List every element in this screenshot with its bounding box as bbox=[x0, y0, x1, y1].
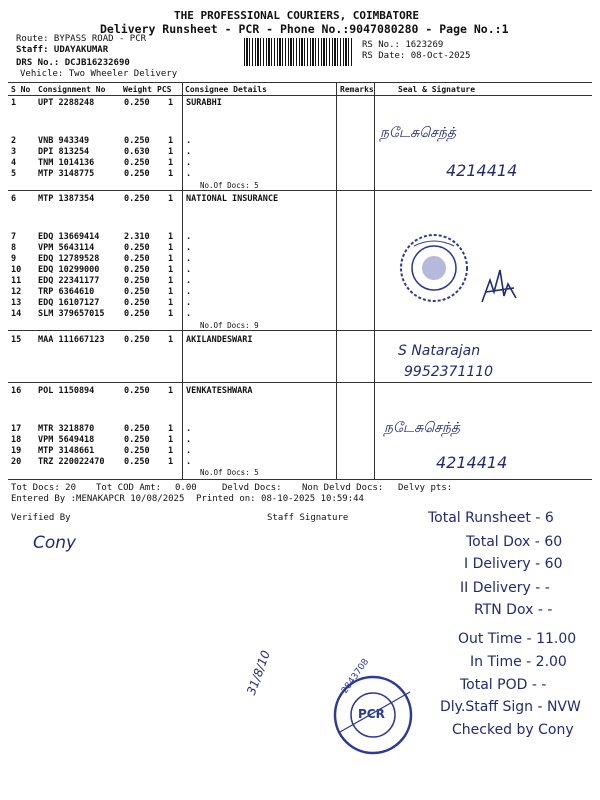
cell-sno: 7 bbox=[11, 232, 17, 242]
tot-docs: Tot Docs: 20 bbox=[11, 483, 77, 493]
cell-weight: 0.250 bbox=[124, 309, 150, 319]
cell-weight: 0.250 bbox=[124, 298, 150, 308]
summary-total-runsheet bbox=[428, 510, 554, 526]
summary-i-delivery bbox=[464, 556, 562, 572]
table-row bbox=[0, 309, 600, 321]
cell-weight: 0.250 bbox=[124, 446, 150, 456]
cell-pcs: 1 bbox=[168, 243, 174, 253]
cell-consignment: SLM 379657015 bbox=[38, 309, 105, 319]
col-seal: Seal & Signature bbox=[398, 85, 476, 94]
cell-pcs: 1 bbox=[168, 265, 174, 275]
summary-value: NVW bbox=[546, 699, 581, 715]
cell-consignee: . bbox=[186, 158, 192, 168]
summary-total-pod bbox=[460, 677, 546, 693]
cell-consignment: DPI 813254 bbox=[38, 147, 90, 157]
summary-value: - bbox=[547, 602, 553, 618]
cell-sno: 11 bbox=[11, 276, 22, 286]
cell-consignee: AKILANDESWARI bbox=[186, 335, 253, 345]
table-row bbox=[0, 386, 600, 398]
docs-count: No.Of Docs: 9 bbox=[200, 321, 259, 330]
cell-weight: 0.250 bbox=[124, 276, 150, 286]
cell-consignment: EDQ 13669414 bbox=[38, 232, 100, 242]
cell-consignment: POL 1150894 bbox=[38, 386, 95, 396]
cell-consignee: . bbox=[186, 136, 192, 146]
cell-sno: 10 bbox=[11, 265, 22, 275]
cell-weight: 0.250 bbox=[124, 287, 150, 297]
cell-consignment: MTP 3148775 bbox=[38, 169, 95, 179]
col-pcs: PCS bbox=[157, 85, 172, 94]
cell-pcs: 1 bbox=[168, 169, 174, 179]
summary-value: Cony bbox=[538, 722, 574, 738]
cell-pcs: 1 bbox=[168, 136, 174, 146]
cell-pcs: 1 bbox=[168, 98, 174, 108]
cell-consignment: VPM 5643114 bbox=[38, 243, 95, 253]
cell-weight: 0.250 bbox=[124, 136, 150, 146]
cell-consignee: . bbox=[186, 254, 192, 264]
cell-consignment: EDQ 22341177 bbox=[38, 276, 100, 286]
cell-consignee: VENKATESHWARA bbox=[186, 386, 253, 396]
table-top-border bbox=[8, 82, 592, 83]
cell-consignment: MAA 111667123 bbox=[38, 335, 105, 345]
pcr-stamp-number: 2843708 bbox=[340, 657, 372, 696]
cell-sno: 12 bbox=[11, 287, 22, 297]
summary-checked-by bbox=[452, 722, 574, 738]
summary-label: I Delivery - bbox=[464, 556, 541, 572]
tot-cod-value: 0.00 bbox=[175, 483, 197, 493]
summary-label: Total POD - bbox=[460, 677, 537, 693]
cell-consignee: . bbox=[186, 243, 192, 253]
summary-in-time bbox=[470, 654, 567, 670]
cell-sno: 20 bbox=[11, 457, 22, 467]
cell-weight: 2.310 bbox=[124, 232, 150, 242]
cell-consignee: . bbox=[186, 298, 192, 308]
cell-weight: 0.250 bbox=[124, 435, 150, 445]
col-consignee: Consignee Details bbox=[185, 85, 267, 94]
cell-sno: 1 bbox=[11, 98, 17, 108]
summary-label: II Delivery - bbox=[460, 580, 541, 596]
summary-value: 11.00 bbox=[536, 631, 577, 647]
signature-handwritten-name: S Natarajan bbox=[398, 343, 481, 359]
summary-label: Total Runsheet - bbox=[428, 510, 541, 526]
table-row bbox=[0, 335, 600, 347]
cell-consignee: . bbox=[186, 265, 192, 275]
cell-pcs: 1 bbox=[168, 147, 174, 157]
company-seal-stamp bbox=[394, 232, 474, 304]
verified-initials: Cony bbox=[33, 533, 77, 553]
rs-date: RS Date: 08-Oct-2025 bbox=[362, 51, 471, 61]
signature-scribble bbox=[476, 262, 524, 308]
cell-consignment: MTP 3148661 bbox=[38, 446, 95, 456]
docs-count: No.Of Docs: 5 bbox=[200, 468, 259, 477]
cell-consignment: EDQ 10299000 bbox=[38, 265, 100, 275]
cell-sno: 4 bbox=[11, 158, 17, 168]
date-note: 31/8/10 bbox=[244, 648, 273, 697]
cell-consignment: VNB 943349 bbox=[38, 136, 90, 146]
cell-sno: 14 bbox=[11, 309, 22, 319]
cell-pcs: 1 bbox=[168, 158, 174, 168]
cell-sno: 5 bbox=[11, 169, 17, 179]
summary-value: 60 bbox=[544, 556, 563, 572]
cell-consignee: SURABHI bbox=[186, 98, 222, 108]
cell-sno: 18 bbox=[11, 435, 22, 445]
cell-consignee: . bbox=[186, 169, 192, 179]
cell-consignee: . bbox=[186, 309, 192, 319]
cell-pcs: 1 bbox=[168, 309, 174, 319]
cell-sno: 15 bbox=[11, 335, 22, 345]
delvd-docs: Delvd Docs: bbox=[222, 483, 282, 493]
signature-handwritten-name: நடேசுசெந்த் bbox=[384, 420, 460, 436]
cell-sno: 16 bbox=[11, 386, 22, 396]
cell-consignment: EDQ 12789528 bbox=[38, 254, 100, 264]
runsheet-title: Delivery Runsheet - PCR - Phone No.:9047080280 - Page No.:1 bbox=[100, 22, 509, 36]
rs-number: RS No.: 1623269 bbox=[362, 40, 444, 50]
cell-pcs: 1 bbox=[168, 194, 174, 204]
cell-weight: 0.250 bbox=[124, 386, 150, 396]
summary-out-time bbox=[458, 631, 576, 647]
cell-sno: 9 bbox=[11, 254, 17, 264]
cell-weight: 0.250 bbox=[124, 335, 150, 345]
cell-consignee: . bbox=[186, 435, 192, 445]
summary-value: - bbox=[544, 580, 550, 596]
summary-dly-staff-sign bbox=[440, 699, 581, 715]
cell-pcs: 1 bbox=[168, 424, 174, 434]
cell-weight: 0.250 bbox=[124, 265, 150, 275]
cell-consignee: . bbox=[186, 424, 192, 434]
staff: Staff: UDAYAKUMAR bbox=[16, 45, 109, 55]
cell-pcs: 1 bbox=[168, 276, 174, 286]
cell-weight: 0.250 bbox=[124, 254, 150, 264]
cell-pcs: 1 bbox=[168, 287, 174, 297]
group-divider bbox=[8, 190, 592, 191]
delvy-pts: Delvy pts: bbox=[398, 483, 453, 493]
summary-label: In Time - bbox=[470, 654, 532, 670]
cell-pcs: 1 bbox=[168, 254, 174, 264]
company-name: THE PROFESSIONAL COURIERS, COIMBATORE bbox=[174, 9, 420, 22]
summary-label: Dly.Staff Sign - bbox=[440, 699, 543, 715]
cell-pcs: 1 bbox=[168, 298, 174, 308]
cell-pcs: 1 bbox=[168, 457, 174, 467]
staff-signature-label: Staff Signature bbox=[267, 513, 349, 523]
cell-consignment: TRZ 220022470 bbox=[38, 457, 105, 467]
verified-by-label: Verified By bbox=[11, 513, 71, 523]
summary-label: Checked by bbox=[452, 722, 534, 738]
cell-consignee: . bbox=[186, 446, 192, 456]
cell-sno: 13 bbox=[11, 298, 22, 308]
signature-handwritten-number: 4214414 bbox=[446, 161, 518, 180]
cell-consignee: . bbox=[186, 457, 192, 467]
cell-sno: 19 bbox=[11, 446, 22, 456]
cell-sno: 3 bbox=[11, 147, 17, 157]
table-row bbox=[0, 457, 600, 469]
drs-number: DRS No.: DCJB16232690 bbox=[16, 58, 130, 68]
summary-ii-delivery bbox=[460, 580, 550, 596]
cell-consignment: TNM 1014136 bbox=[38, 158, 95, 168]
printed-on: Printed on: 08-10-2025 10:59:44 bbox=[196, 494, 364, 504]
cell-consignee: . bbox=[186, 232, 192, 242]
cell-weight: 0.250 bbox=[124, 169, 150, 179]
cell-consignee: . bbox=[186, 276, 192, 286]
table-row bbox=[0, 194, 600, 206]
cell-weight: 0.250 bbox=[124, 158, 150, 168]
cell-consignment: UPT 2288248 bbox=[38, 98, 95, 108]
group-divider bbox=[8, 382, 592, 383]
tot-cod-label: Tot COD Amt: bbox=[96, 483, 162, 493]
summary-total-dox bbox=[466, 534, 562, 550]
cell-consignment: TRP 6364610 bbox=[38, 287, 95, 297]
cell-weight: 0.250 bbox=[124, 98, 150, 108]
summary-value: 60 bbox=[544, 534, 563, 550]
docs-count: No.Of Docs: 5 bbox=[200, 181, 259, 190]
group-divider bbox=[8, 330, 592, 331]
summary-label: Out Time - bbox=[458, 631, 532, 647]
cell-sno: 2 bbox=[11, 136, 17, 146]
pcr-stamp-text: PCR bbox=[358, 707, 385, 721]
cell-consignee: NATIONAL INSURANCE bbox=[186, 194, 279, 204]
summary-value: 6 bbox=[544, 510, 554, 526]
non-delvd-docs: Non Delvd Docs: bbox=[302, 483, 384, 493]
cell-pcs: 1 bbox=[168, 435, 174, 445]
cell-sno: 8 bbox=[11, 243, 17, 253]
vehicle: Vehicle: Two Wheeler Delivery bbox=[20, 69, 178, 79]
cell-consignee: . bbox=[186, 287, 192, 297]
barcode bbox=[244, 38, 354, 66]
summary-label: RTN Dox - bbox=[474, 602, 543, 618]
signature-handwritten-number: 4214414 bbox=[436, 453, 508, 472]
cell-consignee: . bbox=[186, 147, 192, 157]
table-bottom-border bbox=[8, 479, 592, 480]
cell-pcs: 1 bbox=[168, 386, 174, 396]
cell-weight: 0.250 bbox=[124, 194, 150, 204]
signature-handwritten-number: 9952371110 bbox=[404, 364, 494, 380]
col-remarks: Remarks bbox=[340, 85, 374, 94]
summary-value: 2.00 bbox=[535, 654, 567, 670]
cell-sno: 6 bbox=[11, 194, 17, 204]
cell-weight: 0.250 bbox=[124, 243, 150, 253]
cell-consignment: EDQ 16107127 bbox=[38, 298, 100, 308]
col-consignment: Consignment No bbox=[38, 85, 106, 94]
entered-by: Entered By :MENAKAPCR 10/08/2025 bbox=[11, 494, 185, 504]
cell-sno: 17 bbox=[11, 424, 22, 434]
route: Route: BYPASS ROAD - PCR bbox=[16, 34, 147, 44]
cell-consignment: MTR 3218870 bbox=[38, 424, 95, 434]
cell-weight: 0.630 bbox=[124, 147, 150, 157]
col-weight: Weight bbox=[123, 85, 152, 94]
cell-pcs: 1 bbox=[168, 232, 174, 242]
summary-value: - bbox=[541, 677, 547, 693]
cell-consignment: VPM 5649418 bbox=[38, 435, 95, 445]
cell-consignment: MTP 1387354 bbox=[38, 194, 95, 204]
col-sno: S No bbox=[11, 85, 31, 94]
table-row bbox=[0, 98, 600, 110]
cell-pcs: 1 bbox=[168, 446, 174, 456]
header-bottom-border bbox=[8, 95, 592, 96]
cell-weight: 0.250 bbox=[124, 424, 150, 434]
summary-rtn-dox bbox=[474, 602, 552, 618]
cell-weight: 0.250 bbox=[124, 457, 150, 467]
cell-pcs: 1 bbox=[168, 335, 174, 345]
signature-handwritten-name: நடேசுசெந்த் bbox=[380, 125, 456, 141]
summary-label: Total Dox - bbox=[466, 534, 540, 550]
